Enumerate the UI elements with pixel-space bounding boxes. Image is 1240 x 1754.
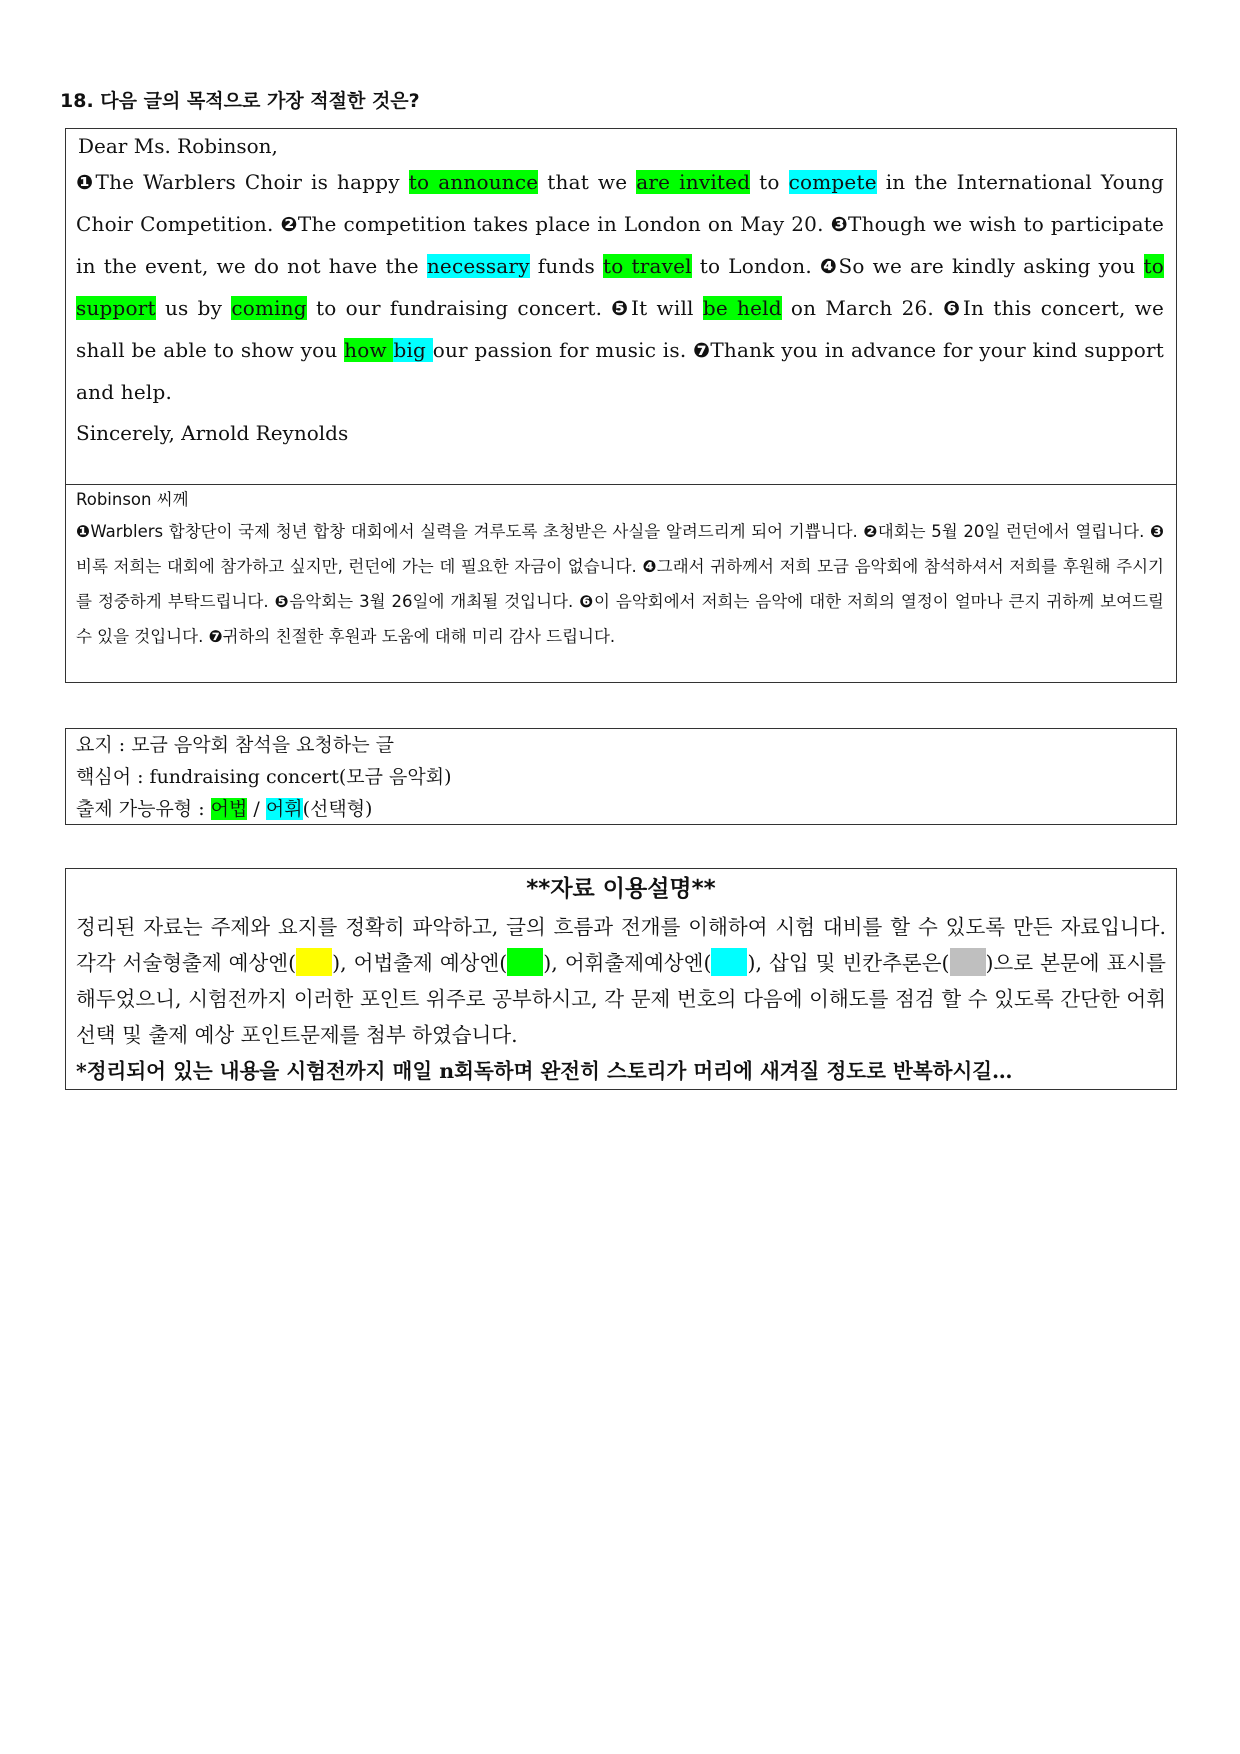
sentence-text: Warblers 합창단이 국제 청년 합창 대회에서 실력을 겨루도록 초청받은 사실을 알려드리게 되어 기쁩니다. bbox=[90, 522, 864, 541]
sentence-text: 대회는 5월 20일 런던에서 열립니다. bbox=[877, 522, 1150, 541]
grammar-highlight: to travel bbox=[602, 254, 692, 278]
sentence-text: So we are kindly asking you bbox=[838, 254, 1144, 278]
sentence-text: 비록 저희는 대회에 참가하고 싶지만, 런던에 가는 데 필요한 자금이 없습니다. bbox=[76, 557, 643, 576]
vocab-color-swatch bbox=[711, 948, 747, 976]
type-separator: / bbox=[247, 798, 266, 820]
grammar-highlight: to announce bbox=[408, 170, 539, 194]
sentence-text: to bbox=[750, 170, 789, 194]
grammar-highlight: coming bbox=[231, 296, 307, 320]
english-passage bbox=[66, 129, 1176, 485]
sentence-text: In this concert, we shall be able to show you bbox=[76, 296, 1165, 362]
korean-translation bbox=[66, 485, 1176, 654]
english-closing: Sincerely, Arnold Reynolds bbox=[76, 421, 349, 445]
usage-guide-box bbox=[65, 868, 1177, 1090]
vocab-highlight: necessary bbox=[426, 254, 530, 278]
sentence-text: The Warblers Choir is happy bbox=[95, 170, 409, 194]
summary-box bbox=[65, 728, 1177, 825]
sentence-number: ❺ bbox=[611, 296, 632, 320]
sentence-number: ❺ bbox=[274, 592, 290, 611]
sentence-number: ❻ bbox=[579, 592, 594, 611]
grammar-highlight: are invited bbox=[636, 170, 751, 194]
vocab-highlight: big bbox=[393, 338, 433, 362]
sentence-text: on March 26. bbox=[781, 296, 944, 320]
guide-text-part: ), 삽입 및 빈칸추론은( bbox=[747, 951, 950, 975]
sentence-number: ❼ bbox=[693, 338, 711, 362]
sentence-text: 귀하의 친절한 후원과 도움에 대해 미리 감사 드립니다. bbox=[222, 627, 616, 646]
guide-text-part: 정리된 자료는 주제와 요지를 정확히 파악하고, 글의 흐름과 전개를 이해하여 시험 대비를 할 수 있도록 만든 자료입니다. 각각 서술형출제 예상엔( bbox=[76, 915, 1166, 975]
sentence-text: It will bbox=[631, 296, 703, 320]
sentence-text: in the International Young Choir Competition. bbox=[76, 170, 1164, 236]
essay-color-swatch bbox=[296, 948, 332, 976]
sentence-number: ❹ bbox=[642, 557, 657, 576]
sentence-text: 음악회는 3월 26일에 개최될 것입니다. bbox=[289, 592, 580, 611]
sentence-number: ❻ bbox=[943, 296, 963, 320]
sentence-text: Though we wish to participate in the event, we do not have the bbox=[76, 212, 1165, 278]
guide-note: *정리되어 있는 내용을 시험전까지 매일 n회독하며 완전히 스토리가 머리에 새겨질 정도로 반복하시길… bbox=[76, 1059, 1013, 1083]
sentence-number: ❸ bbox=[1150, 522, 1164, 541]
sentence-text: Thank you in advance for your kind support and help. bbox=[76, 338, 1164, 404]
english-greeting: Dear Ms. Robinson, bbox=[78, 134, 278, 158]
question-types-line bbox=[76, 793, 1166, 825]
type-grammar: 어법 bbox=[210, 798, 248, 820]
insertion-color-swatch bbox=[950, 948, 986, 976]
passage-box bbox=[65, 128, 1177, 683]
sentence-text: 그래서 귀하께서 저희 모금 음악회에 참석하셔서 저희를 후원해 주시기를 정중하게 부탁드립니다. bbox=[76, 557, 1164, 611]
sentence-number: ❶ bbox=[76, 522, 91, 541]
sentence-text: The competition takes place in London on May 20. bbox=[297, 212, 831, 236]
gist-line: 요지 : 모금 음악회 참석을 요청하는 글 bbox=[76, 734, 394, 756]
types-label: 출제 가능유형 : bbox=[76, 798, 211, 820]
sentence-text: us by bbox=[155, 296, 232, 320]
sentence-number: ❶ bbox=[76, 170, 96, 194]
vocab-highlight: compete bbox=[788, 170, 877, 194]
type-suffix: (선택형) bbox=[302, 798, 373, 820]
grammar-highlight: to support bbox=[76, 254, 1164, 320]
question-title: 18. 다음 글의 목적으로 가장 적절한 것은? bbox=[60, 90, 420, 112]
guide-text-part: ), 어휘출제예상엔( bbox=[543, 951, 712, 975]
sentence-text: 이 음악회에서 저희는 음악에 대한 저희의 열정이 얼마나 큰지 귀하께 보여드릴 수 있을 것입니다. bbox=[76, 592, 1164, 646]
sentence-number: ❷ bbox=[863, 522, 878, 541]
korean-body bbox=[76, 514, 1164, 654]
sentence-text: to London. bbox=[691, 254, 820, 278]
sentence-text: to our fundraising concert. bbox=[306, 296, 612, 320]
sentence-text: our passion for music is. bbox=[432, 338, 694, 362]
guide-title: **자료 이용설명** bbox=[526, 876, 716, 902]
english-body bbox=[76, 161, 1164, 413]
guide-text bbox=[76, 909, 1166, 1053]
guide-text-part: ), 어법출제 예상엔( bbox=[332, 951, 508, 975]
sentence-text: that we bbox=[538, 170, 637, 194]
keyword-line: 핵심어 : fundraising concert(모금 음악회) bbox=[76, 766, 452, 788]
sentence-number: ❷ bbox=[280, 212, 298, 236]
type-vocab: 어휘 bbox=[265, 798, 303, 820]
korean-greeting: Robinson 씨께 bbox=[76, 490, 189, 509]
grammar-highlight: be held bbox=[702, 296, 782, 320]
guide-text-part: )으로 본문에 표시를 해두었으니, 시험전까지 이러한 포인트 위주로 공부하시고, 각 문제 번호의 다음에 이해도를 점검 할 수 있도록 간단한 어휘선택 및 출제 예상 포인트문제를 첨부 하였습니다. bbox=[76, 951, 1166, 1047]
sentence-number: ❸ bbox=[830, 212, 849, 236]
grammar-color-swatch bbox=[507, 948, 543, 976]
sentence-number: ❼ bbox=[208, 627, 223, 646]
sentence-number: ❹ bbox=[819, 254, 839, 278]
sentence-text: funds bbox=[529, 254, 603, 278]
grammar-highlight: how bbox=[344, 338, 394, 362]
